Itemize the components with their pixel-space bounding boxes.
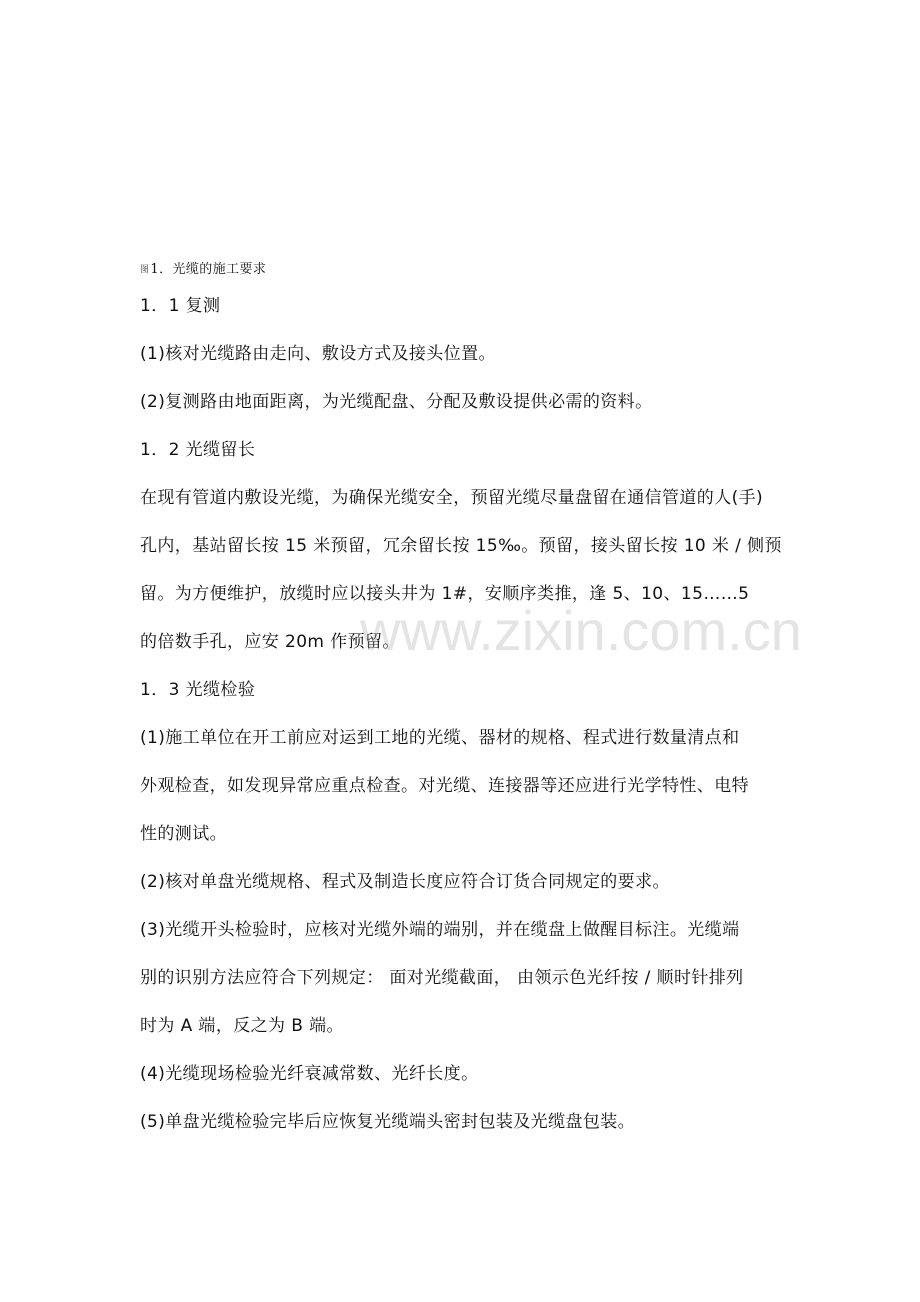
paragraph-line: (4)光缆现场检验光纤衰减常数、光纤长度。 [140,1064,479,1084]
paragraph-line: 的倍数手孔，应安 20m 作预留。 [140,632,400,652]
watermark: www.zixin.com.cn [360,599,802,662]
section-title-text: 1．光缆的施工要求 [150,262,267,277]
subheading-1-1: 1．1 复测 [140,296,221,316]
paragraph-line: 时为 A 端，反之为 B 端。 [140,1016,344,1036]
paragraph-line: (1)核对光缆路由走向、敷设方式及接头位置。 [140,344,496,364]
paragraph-line: (2)核对单盘光缆规格、程式及制造长度应符合订货合同规定的要求。 [140,872,670,892]
paragraph-line: (5)单盘光缆检验完毕后应恢复光缆端头密封包装及光缆盘包装。 [140,1112,636,1132]
paragraph-line: 在现有管道内敷设光缆，为确保光缆安全，预留光缆尽量盘留在通信管道的人(手) [140,488,764,508]
paragraph-line: 别的识别方法应符合下列规定： 面对光缆截面， 由领示色光纤按 / 顺时针排列 [140,968,744,988]
paragraph-line: 孔内，基站留长按 15 米预留，冗余留长按 15‰。预留，接头留长按 10 米 / 侧预 [140,536,782,556]
figure-mark: 图 [140,265,150,275]
paragraph-line: 留。为方便维护，放缆时应以接头井为 1#，安顺序类推，逢 5、10、15……5 [140,584,750,604]
subheading-1-2: 1．2 光缆留长 [140,440,256,460]
paragraph-line: (2)复测路由地面距离，为光缆配盘、分配及敷设提供必需的资料。 [140,392,653,412]
paragraph-line: (1)施工单位在开工前应对运到工地的光缆、器材的规格、程式进行数量清点和 [140,728,740,748]
section-title [140,260,266,280]
paragraph-line: 性的测试。 [140,824,227,844]
subheading-1-3: 1．3 光缆检验 [140,680,256,700]
document-page [140,0,800,1302]
paragraph-line: 外观检查，如发现异常应重点检查。对光缆、连接器等还应进行光学特性、电特 [140,776,749,796]
paragraph-line: (3)光缆开头检验时，应核对光缆外端的端别，并在缆盘上做醒目标注。光缆端 [140,920,740,940]
